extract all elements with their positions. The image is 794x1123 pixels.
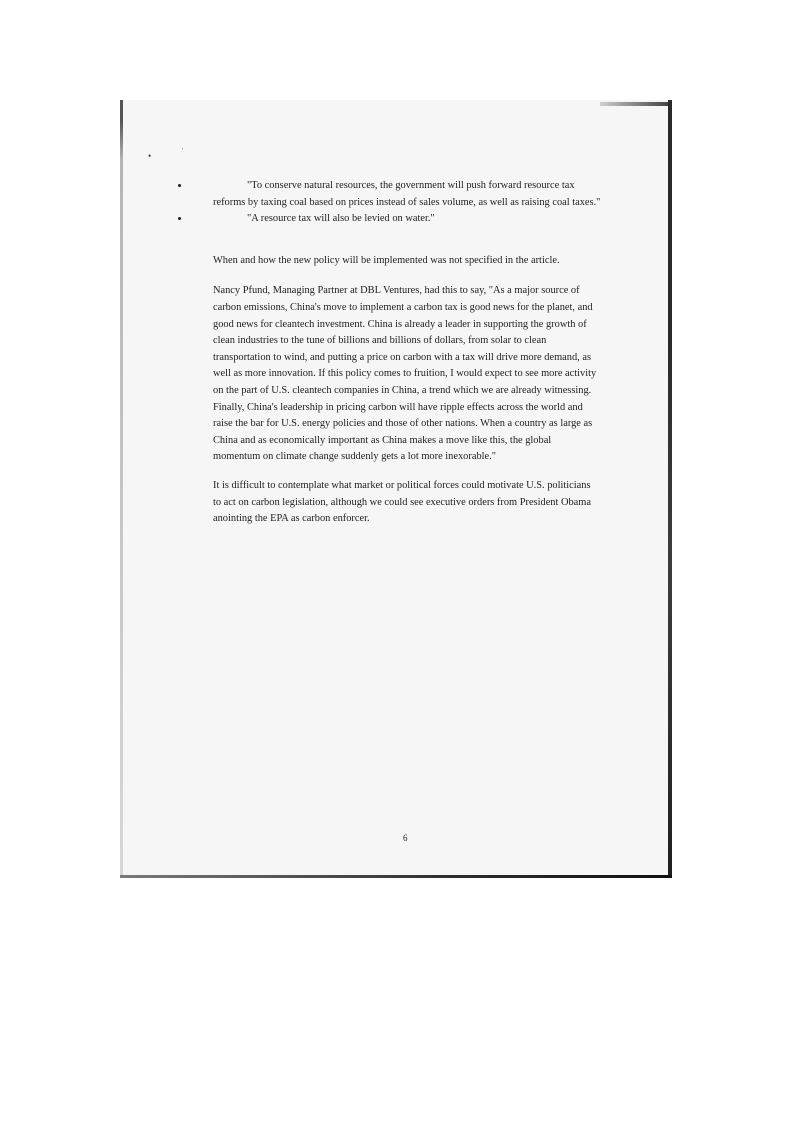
bullet-dot-icon <box>178 217 181 220</box>
scan-speck: • <box>148 151 152 161</box>
paragraph-conclusion: It is difficult to contemplate what market or political forces could motivate U.S. politicians to act on carbon legislation, although we could see executive orders from President Obama anointing the EPA as carbon enforcer. <box>213 479 591 525</box>
bullet-text: "To conserve natural resources, the government will push forward resource tax reforms by taxing coal based on prices instead of sales volume, as well as raising coal taxes." <box>213 180 601 208</box>
bullet-text: "A resource tax will also be levied on water." <box>247 213 435 225</box>
scanned-page <box>120 100 672 878</box>
scan-edge-left <box>120 100 123 878</box>
scan-edge-bottom <box>120 875 672 878</box>
scan-edge-right <box>668 100 672 878</box>
bullet-item <box>213 211 601 228</box>
scan-edge-top <box>600 102 672 106</box>
bullet-dot-icon <box>178 184 181 187</box>
paragraph-quote: Nancy Pfund, Managing Partner at DBL Ventures, had this to say, "As a major source of carbon emissions, China's move to implement a carbon tax is good news for the planet, and good news for cleantech investment. China is already a leader in supporting the growth of clean industries to the tune of billions and billions of dollars, from solar to clean transportation to wind, and putting a price on carbon with a tax will drive more demand, as well as more innovation. If this policy comes to fruition, I would expect to see more activity on the part of U.S. cleantech companies in China, a trend which we are already witnessing. Finally, China's leadership in pricing carbon will have ripple effects across the world and raise the bar for U.S. energy policies and those of other nations. When a country as large as China and as economically important as China makes a move like this, the global momentum on climate change suddenly gets a lot more inexorable." <box>213 285 597 463</box>
scan-speck: ' <box>182 148 184 154</box>
paragraph-implementation: When and how the new policy will be implemented was not specified in the article. <box>213 254 560 266</box>
page-number: 6 <box>403 833 408 843</box>
document-body <box>213 178 601 528</box>
bullet-item <box>213 178 601 211</box>
